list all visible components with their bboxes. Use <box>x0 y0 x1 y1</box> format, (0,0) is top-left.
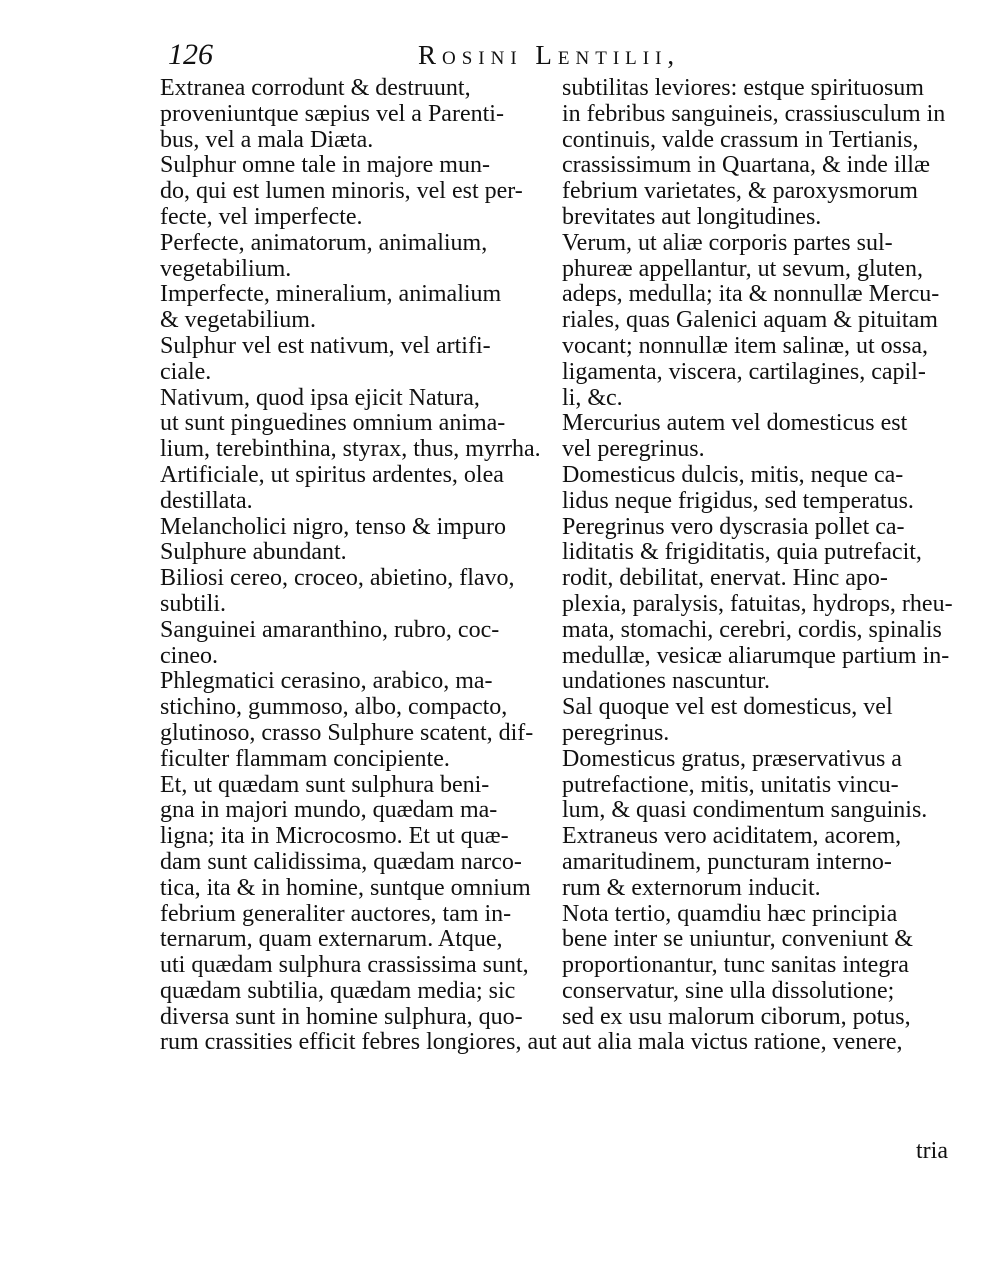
text-line: Phlegmatici cerasino, arabico, ma- <box>160 668 493 695</box>
text-line: Mercurius autem vel domesticus est <box>562 410 908 437</box>
text-line: Extranea corrodunt & destruunt, <box>160 75 471 101</box>
text-line: quædam subtilia, quædam media; sic <box>160 977 516 1004</box>
text-line: lum, & quasi condimentum sanguinis. <box>562 797 928 824</box>
text-line: rodit, debilitat, enervat. Hinc apo- <box>562 565 888 592</box>
text-line: Sulphure abundant. <box>160 539 347 566</box>
text-line: li, &c. <box>562 384 623 411</box>
text-line: vel peregrinus. <box>562 436 705 463</box>
text-line: peregrinus. <box>562 719 670 746</box>
text-line: uti quædam sulphura crassissima sunt, <box>160 952 529 979</box>
text-line: Peregrinus vero dyscrasia pollet ca- <box>562 513 905 540</box>
text-line: Imperfecte, mineralium, animalium <box>160 281 502 308</box>
text-line: do, qui est lumen minoris, vel est per- <box>160 178 523 205</box>
text-line: proveniuntque sæpius vel a Parenti- <box>160 100 504 127</box>
text-line: undationes nascuntur. <box>562 668 770 695</box>
text-line: bus, vel a mala Diæta. <box>160 126 374 153</box>
text-line: vocant; nonnullæ item salinæ, ut ossa, <box>562 332 928 359</box>
text-line: in febribus sanguineis, crassiusculum in <box>562 100 946 127</box>
text-line: mata, stomachi, cerebri, cordis, spinalis <box>562 616 942 643</box>
text-line: proportionantur, tunc sanitas integra <box>562 952 909 979</box>
text-line: glutinoso, crasso Sulphure scatent, dif- <box>160 719 534 746</box>
text-line: tica, ita & in homine, suntque omnium <box>160 874 531 901</box>
text-line: fecte, vel imperfecte. <box>160 203 363 230</box>
text-line: rum crassities efficit febres longiores, aut <box>160 1029 557 1056</box>
text-line: Nota tertio, quamdiu hæc principia <box>562 900 898 927</box>
text-line: destillata. <box>160 487 253 514</box>
text-line: ciale. <box>160 358 212 385</box>
right-text-column <box>562 75 953 1056</box>
text-line: Sal quoque vel est domesticus, vel <box>562 694 893 721</box>
text-line: ligamenta, viscera, cartilagines, capil- <box>562 358 926 385</box>
text-line: ternarum, quam externarum. Atque, <box>160 926 503 953</box>
text-line: putrefactione, mitis, unitatis vincu- <box>562 771 899 798</box>
text-line: amaritudinem, puncturam interno- <box>562 848 892 875</box>
text-line: diversa sunt in homine sulphura, quo- <box>160 1003 523 1030</box>
text-line: vegetabilium. <box>160 255 292 282</box>
text-line: conservatur, sine ulla dissolutione; <box>562 977 895 1004</box>
text-line: febrium generaliter auctores, tam in- <box>160 900 512 927</box>
text-line: sed ex usu malorum ciborum, potus, <box>562 1003 911 1030</box>
text-line: Sulphur vel est nativum, vel artifi- <box>160 332 491 359</box>
running-head: Rosini Lentilii, <box>418 40 681 70</box>
text-line: subtili. <box>160 590 227 617</box>
text-line: Extraneus vero aciditatem, acorem, <box>562 823 902 850</box>
text-line: ficulter flammam concipiente. <box>160 745 450 772</box>
text-line: brevitates aut longitudines. <box>562 203 822 230</box>
text-line: ligna; ita in Microcosmo. Et ut quæ- <box>160 823 509 850</box>
text-line: Nativum, quod ipsa ejicit Natura, <box>160 384 480 411</box>
text-line: continuis, valde crassum in Tertianis, <box>562 126 919 153</box>
text-line: crassissimum in Quartana, & inde illæ <box>562 152 930 179</box>
text-line: cineo. <box>160 642 218 669</box>
text-line: phureæ appellantur, ut sevum, gluten, <box>562 255 923 282</box>
page-number: 126 <box>168 38 213 71</box>
text-line: Sulphur omne tale in majore mun- <box>160 152 490 179</box>
text-line: Melancholici nigro, tenso & impuro <box>160 513 506 540</box>
text-line: Domesticus dulcis, mitis, neque ca- <box>562 461 904 488</box>
text-line: subtilitas leviores: estque spirituosum <box>562 75 924 101</box>
text-line: Et, ut quædam sunt sulphura beni- <box>160 771 490 798</box>
text-line: rum & externorum inducit. <box>562 874 821 901</box>
text-line: adeps, medulla; ita & nonnullæ Mercu- <box>562 281 940 308</box>
text-line: medullæ, vesicæ aliarumque partium in- <box>562 642 950 669</box>
text-line: lium, terebinthina, styrax, thus, myrrha. <box>160 436 541 463</box>
text-line: dam sunt calidissima, quædam narco- <box>160 848 522 875</box>
page-header <box>168 38 948 78</box>
text-line: liditatis & frigiditatis, quia putrefacit, <box>562 539 922 566</box>
text-line: lidus neque frigidus, sed temperatus. <box>562 487 914 514</box>
text-line: Artificiale, ut spiritus ardentes, olea <box>160 461 504 488</box>
catchword: tria <box>916 1138 948 1164</box>
text-line: plexia, paralysis, fatuitas, hydrops, rheu- <box>562 590 953 617</box>
text-line: aut alia mala victus ratione, venere, <box>562 1029 903 1056</box>
text-line: ut sunt pinguedines omnium anima- <box>160 410 506 437</box>
text-line: Verum, ut aliæ corporis partes sul- <box>562 229 893 256</box>
text-line: & vegetabilium. <box>160 307 316 334</box>
text-line: riales, quas Galenici aquam & pituitam <box>562 307 938 334</box>
text-line: Biliosi cereo, croceo, abietino, flavo, <box>160 565 515 592</box>
text-line: Domesticus gratus, præservativus a <box>562 745 902 772</box>
text-line: bene inter se uniuntur, conveniunt & <box>562 926 913 953</box>
text-line: gna in majori mundo, quædam ma- <box>160 797 498 824</box>
left-text-column <box>160 75 557 1056</box>
text-line: febrium varietates, & paroxysmorum <box>562 178 918 205</box>
text-line: stichino, gummoso, albo, compacto, <box>160 694 508 721</box>
text-line: Sanguinei amaranthino, rubro, coc- <box>160 616 500 643</box>
text-line: Perfecte, animatorum, animalium, <box>160 229 488 256</box>
